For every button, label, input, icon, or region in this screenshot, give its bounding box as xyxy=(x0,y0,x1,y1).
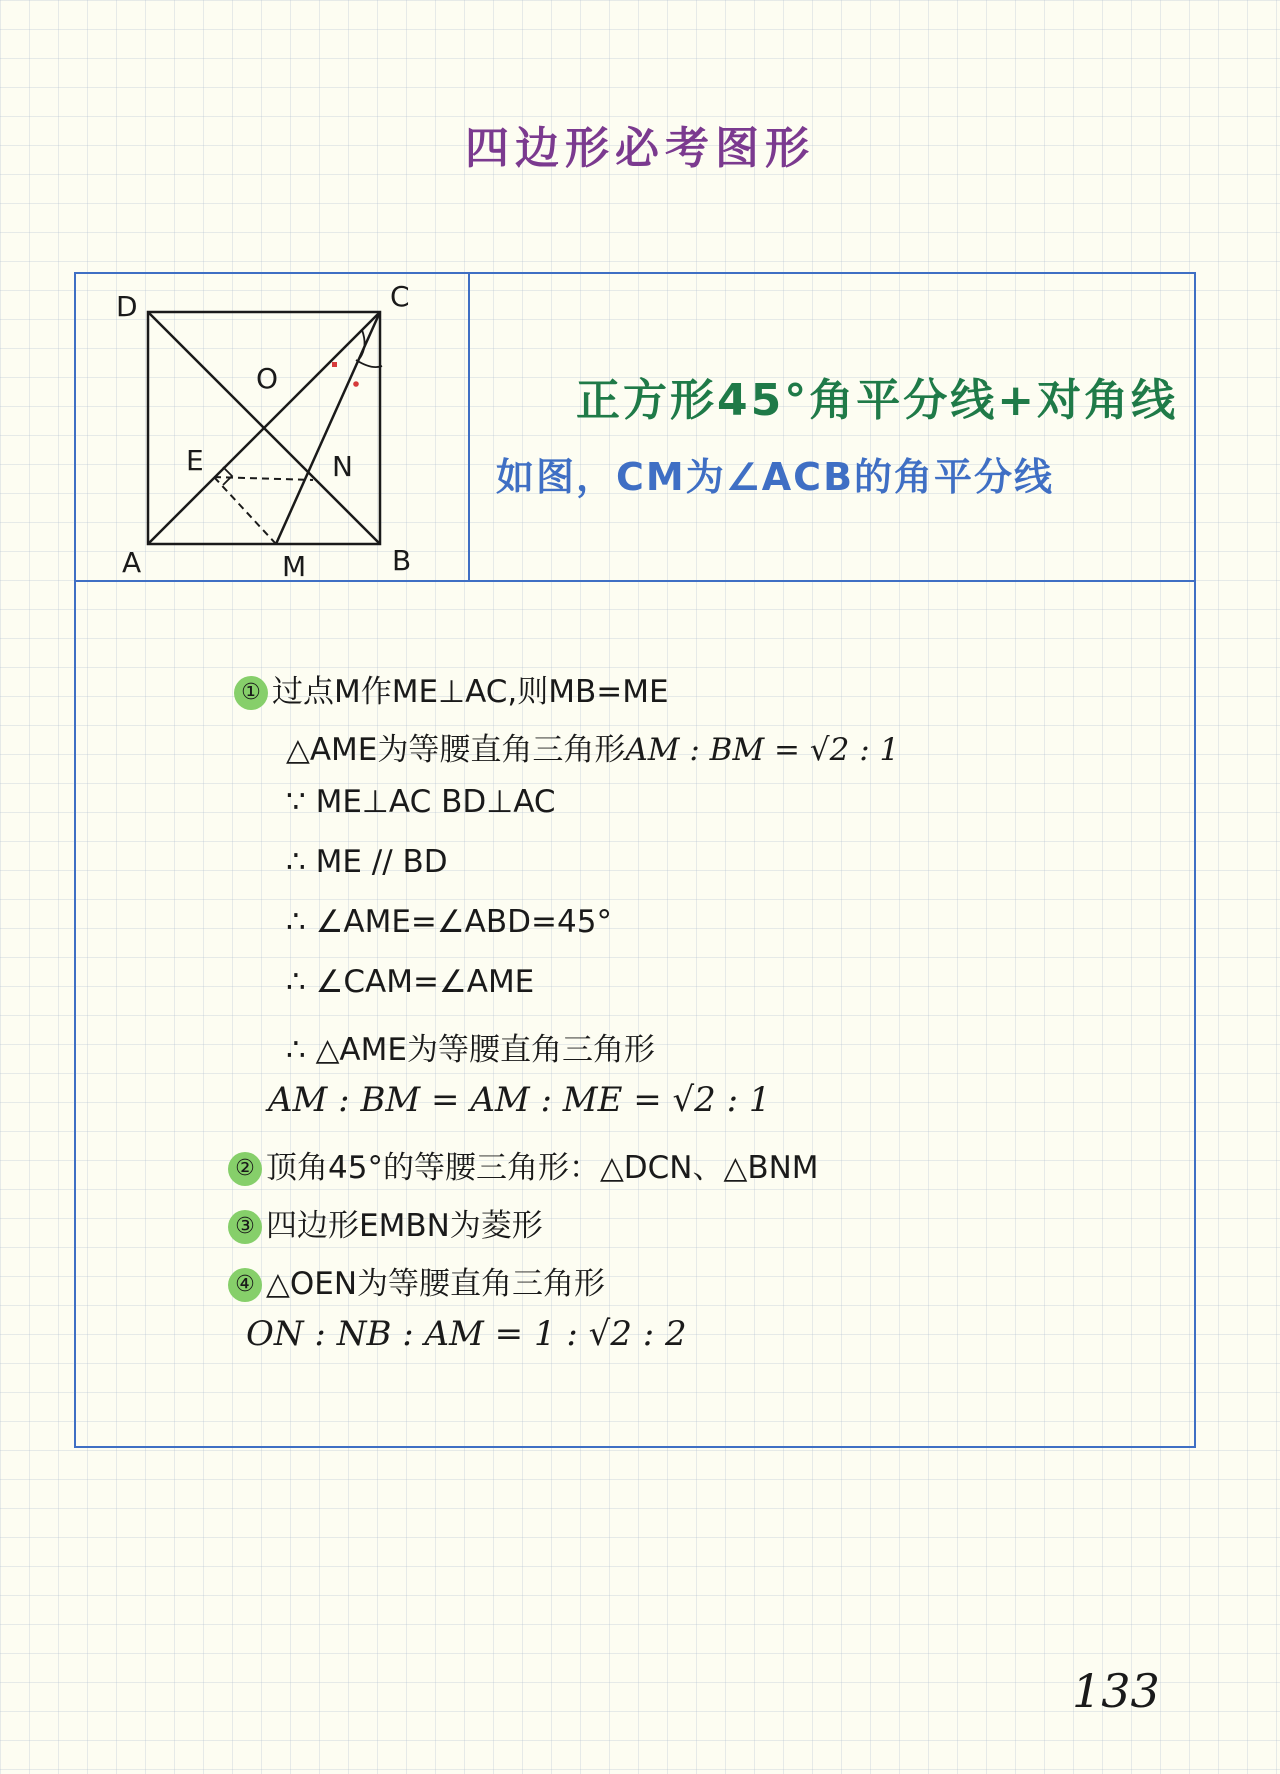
label-d: D xyxy=(116,290,138,323)
formula-line-2: ON : NB : AM = 1 : √2 : 2 xyxy=(246,1314,687,1354)
item-badge-3: ③ xyxy=(228,1210,262,1244)
heading-cell xyxy=(470,274,1194,580)
label-n: N xyxy=(332,450,353,483)
item-text-9: 顶角45°的等腰三角形：△DCN、△BNM xyxy=(266,1150,819,1186)
label-e: E xyxy=(186,444,204,477)
angle-marker-square xyxy=(332,362,337,367)
item-text-11: △OEN为等腰直角三角形 xyxy=(266,1266,606,1302)
page-number: 133 xyxy=(1072,1664,1160,1718)
card-header-row xyxy=(76,274,1194,582)
right-angle-mark xyxy=(223,467,232,485)
angle-marker-dot xyxy=(353,381,359,387)
item-text-2: △AME为等腰直角三角形 xyxy=(286,732,626,768)
item-text-1: 过点M作ME⊥AC,则MB=ME xyxy=(272,674,669,710)
item-text-10: 四边形EMBN为菱形 xyxy=(266,1208,543,1244)
list-item-9 xyxy=(228,1142,819,1187)
item-badge-1: ① xyxy=(234,676,268,710)
list-item-5: ∴ ∠AME=∠ABD=45° xyxy=(286,904,612,940)
list-item-2 xyxy=(286,724,899,769)
item-formula-2: AM : BM = √2 : 1 xyxy=(625,732,900,768)
list-item-10 xyxy=(228,1200,543,1245)
item-badge-2: ② xyxy=(228,1152,262,1186)
label-a: A xyxy=(122,546,142,579)
square-diagram xyxy=(76,274,468,580)
list-item-4: ∴ ME // BD xyxy=(286,844,448,880)
label-m: M xyxy=(282,550,307,580)
page-title: 四边形必考图形 xyxy=(465,123,815,174)
list-item-6: ∴ ∠CAM=∠AME xyxy=(286,964,535,1000)
content-card xyxy=(74,272,1196,1448)
list-item-7: ∴ △AME为等腰直角三角形 xyxy=(286,1032,655,1068)
label-c: C xyxy=(390,280,410,313)
list-item-3: ∵ ME⊥AC BD⊥AC xyxy=(286,784,556,820)
angle-arc-outer xyxy=(356,360,382,367)
formula-line-1: AM : BM = AM : ME = √2 : 1 xyxy=(268,1080,771,1120)
label-b: B xyxy=(392,544,412,577)
dashed-me xyxy=(214,477,276,544)
figure-subheading: 如图，CM为∠ACB的角平分线 xyxy=(496,455,1055,499)
figure-heading: 正方形45°角平分线+对角线 xyxy=(576,375,1179,426)
item-badge-4: ④ xyxy=(228,1268,262,1302)
geometry-figure xyxy=(76,274,470,580)
list-item-11 xyxy=(228,1258,605,1303)
list-item-1 xyxy=(234,666,669,711)
label-o: O xyxy=(256,362,279,395)
